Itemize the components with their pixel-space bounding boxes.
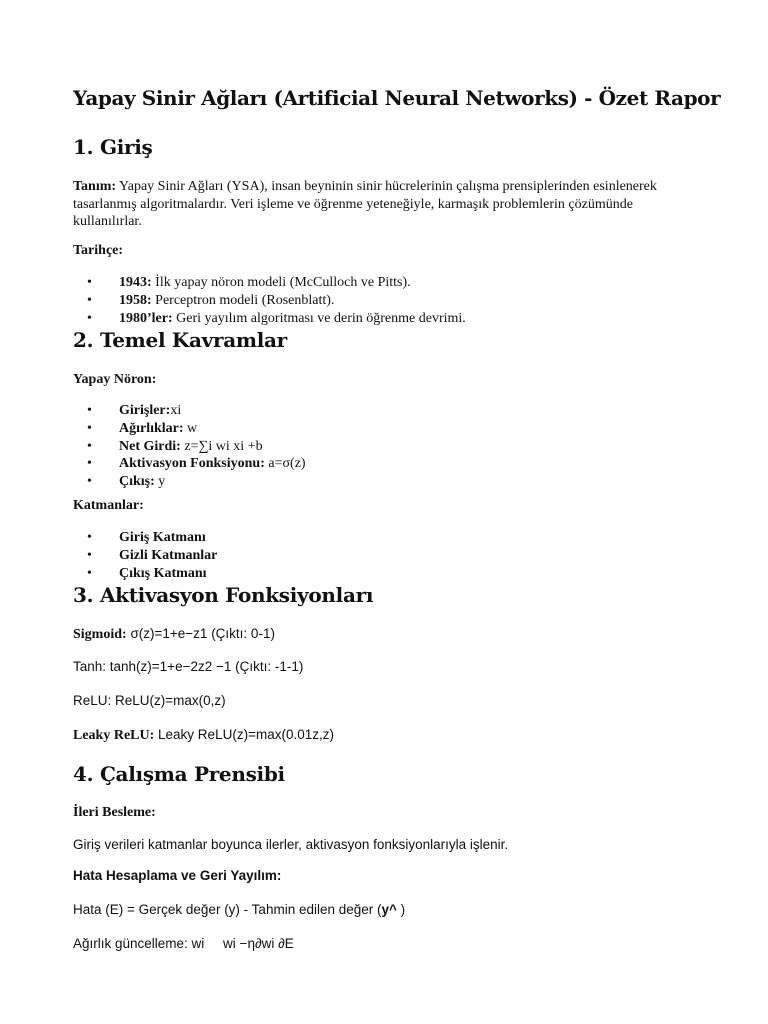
list-item <box>73 547 217 565</box>
definition-paragraph <box>73 178 703 231</box>
bullet-icon: • <box>87 565 92 581</box>
leaky-relu-formula: Leaky ReLU(z)=max(0.01z,z) <box>154 727 334 742</box>
error-formula <box>73 902 405 917</box>
history-year: 1958: <box>119 292 152 308</box>
history-label: Tarihçe: <box>73 243 124 258</box>
section-heading-principle: 4. Çalışma Prensibi <box>73 762 285 786</box>
sigmoid-line <box>73 626 275 643</box>
bullet-icon: • <box>87 310 92 326</box>
history-year: 1943: <box>119 275 152 290</box>
item-text: a=σ(z) <box>264 456 306 472</box>
history-text: Geri yayılım algoritması ve derin öğrenme devrimi. <box>172 310 466 326</box>
sigmoid-label: Sigmoid: <box>73 627 127 642</box>
leaky-relu-line <box>73 727 334 744</box>
error-text: Hata (E) = Gerçek değer (y) - Tahmin edilen değer ( <box>73 902 382 917</box>
section-heading-activation: 3. Aktivasyon Fonksiyonları <box>73 583 374 607</box>
neuron-label: Yapay Nöron: <box>73 372 157 387</box>
item-label: Ağırlıklar: <box>119 420 184 436</box>
bullet-icon: • <box>87 456 92 472</box>
history-year: 1980’ler: <box>119 310 173 326</box>
layer-name: Çıkış Katmanı <box>119 565 207 581</box>
tanh-line: Tanh: tanh(z)=1+e−2z2 −1 (Çıktı: -1-1) <box>73 659 304 674</box>
bullet-icon: • <box>87 275 92 290</box>
history-text: İlk yapay nöron modeli (McCulloch ve Pitts). <box>151 275 411 290</box>
bullet-icon: • <box>87 547 92 563</box>
history-list <box>73 274 466 327</box>
leaky-relu-label: Leaky ReLU: <box>73 728 155 743</box>
document-title: Yapay Sinir Ağları (Artificial Neural Networks) - Özet Rapor <box>73 86 721 110</box>
list-item <box>73 274 466 292</box>
forward-label: İleri Besleme: <box>73 805 156 820</box>
error-text-end: ) <box>396 902 406 917</box>
item-label: Aktivasyon Fonksiyonu: <box>119 456 265 472</box>
item-label: Girişler: <box>119 403 171 418</box>
bullet-icon: • <box>87 420 92 436</box>
bullet-icon: • <box>87 438 92 454</box>
list-item <box>73 310 466 328</box>
definition-text: Yapay Sinir Ağları (YSA), insan beyninin sinir hücrelerinin çalışma prensiplerinden esinlenerek tasarlanmış algoritmalardır. Veri işleme ve öğrenme yeteneğiyle, karmaşık problemlerin çözümünde kullanılırlar. <box>73 179 657 229</box>
layers-list <box>73 529 217 582</box>
bullet-icon: • <box>87 292 92 308</box>
error-label: Hata Hesaplama ve Geri Yayılım: <box>73 868 282 883</box>
bullet-icon: • <box>87 474 92 490</box>
item-text: y <box>154 474 166 490</box>
item-text: xi <box>170 403 182 418</box>
forward-text: Giriş verileri katmanlar boyunca ilerler, aktivasyon fonksiyonlarıyla işlenir. <box>73 837 509 852</box>
bullet-icon: • <box>87 530 92 545</box>
error-prediction-symbol: y^ <box>381 902 397 917</box>
list-item <box>73 529 217 547</box>
list-item <box>73 292 466 310</box>
layers-label: Katmanlar: <box>73 498 144 513</box>
weight-update-formula: Ağırlık güncelleme: wi wi −η∂wi ∂E <box>73 936 294 951</box>
definition-label: Tanım: <box>73 179 117 194</box>
sigmoid-formula: σ(z)=1+e−z1 (Çıktı: 0-1) <box>126 626 275 641</box>
item-text: z=∑i wi xi +b <box>180 438 263 454</box>
list-item <box>73 473 306 491</box>
list-item <box>73 438 306 456</box>
layer-name: Giriş Katmanı <box>119 530 206 545</box>
item-label: Net Girdi: <box>119 438 181 454</box>
history-text: Perceptron modeli (Rosenblatt). <box>151 292 335 308</box>
bullet-icon: • <box>87 403 92 418</box>
neuron-list <box>73 402 306 491</box>
item-label: Çıkış: <box>119 474 155 490</box>
section-heading-intro: 1. Giriş <box>73 135 153 159</box>
list-item <box>73 402 306 420</box>
layer-name: Gizli Katmanlar <box>119 547 218 563</box>
relu-line: ReLU: ReLU(z)=max(0,z) <box>73 693 226 708</box>
section-heading-concepts: 2. Temel Kavramlar <box>73 328 287 352</box>
item-text: w <box>183 420 198 436</box>
list-item <box>73 455 306 473</box>
list-item <box>73 565 217 583</box>
list-item <box>73 420 306 438</box>
